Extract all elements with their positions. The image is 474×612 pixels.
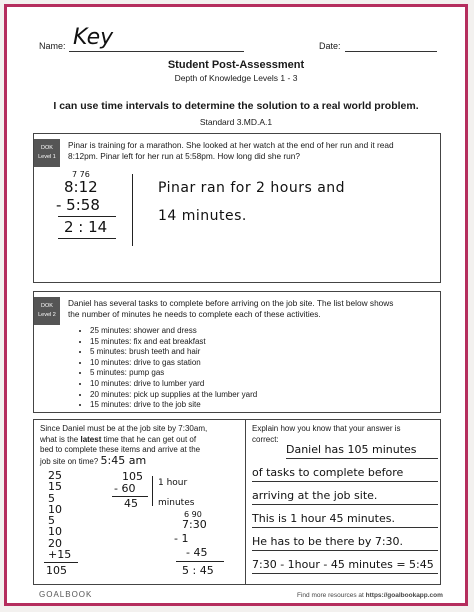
q3-explanation-line: This is 1 hour 45 minutes.	[252, 509, 438, 528]
q3-sub1-divider	[152, 476, 153, 506]
q3-column-value: 10	[48, 502, 62, 516]
name-label: Name:	[39, 41, 66, 51]
q3-minutes-column	[48, 470, 71, 560]
q1-work-rule	[58, 216, 116, 217]
q1-result: 2 : 14	[64, 218, 108, 236]
dok-badge-level-1: DOK Level 1	[34, 139, 60, 167]
activity-item: • 15 minutes: drive to the job site	[90, 400, 257, 411]
activity-item: • 10 minutes: drive to gas station	[90, 358, 257, 369]
q3-sub2-minus-minutes: - 45	[186, 546, 208, 559]
activity-list	[76, 326, 257, 411]
activity-item: • 5 minutes: brush teeth and hair	[90, 347, 257, 358]
q3-column-total: 105	[46, 564, 67, 577]
q3-sub2-regroup: 6 90	[184, 510, 202, 519]
goalbook-logo: GOALBOOK	[39, 590, 93, 599]
page-title: Student Post-Assessment	[167, 59, 305, 71]
q1-result-underline	[58, 238, 116, 239]
q3-sub1-top: 105	[122, 470, 143, 483]
q3-column-value: 5	[48, 491, 55, 505]
q3-column-value: 15	[48, 480, 62, 494]
question-3-box	[33, 419, 441, 585]
name-value: Key	[73, 25, 114, 50]
q3-hour-label: 1 hour	[158, 478, 188, 488]
q3-column-value: 20	[48, 536, 62, 550]
q3-column-value: +15	[48, 548, 72, 562]
standard-label: Standard 3.MD.A.1	[199, 117, 273, 127]
q3-sub1-result: 45	[124, 497, 138, 510]
footer-link[interactable]: https://goalbookapp.com	[365, 592, 443, 599]
date-line	[345, 51, 437, 52]
learning-goal: I can use time intervals to determine the solution to a real world problem.	[53, 100, 419, 112]
q3-answer: 5:45 am	[100, 453, 147, 467]
worksheet-page	[4, 4, 468, 606]
activity-item: • 5 minutes: pump gas	[90, 368, 257, 379]
page-subtitle: Depth of Knowledge Levels 1 - 3	[174, 73, 298, 83]
date-label: Date:	[319, 41, 341, 51]
activity-item: • 10 minutes: drive to lumber yard	[90, 379, 257, 390]
q1-divider	[132, 174, 133, 246]
q3-minutes-label: minutes	[158, 498, 195, 508]
q3-explanation-line: He has to be there by 7:30.	[252, 532, 438, 551]
q3-question-text: Since Daniel must be at the job site by 7:30am, what is the latest time that he can get out of bed to complete these items and arrive at the job site on time? 5:45 am	[40, 424, 208, 467]
activity-item: • 15 minutes: fix and eat breakfast	[90, 337, 257, 348]
q3-sub2-top: 7:30	[182, 518, 207, 531]
q3-explanation-line: of tasks to complete before	[252, 463, 438, 482]
q1-subtract-number: - 5:58	[56, 196, 100, 214]
q3-explanation-line: arriving at the job site.	[252, 486, 438, 505]
activity-item: • 25 minutes: shower and dress	[90, 326, 257, 337]
q1-top-number: 8:12	[64, 178, 98, 196]
q3-sub2-result: 5 : 45	[182, 564, 214, 577]
q3-sub2-rule	[176, 561, 224, 562]
question-2-text: Daniel has several tasks to complete before arriving on the job site. The list below shows the number of minutes he needs to complete each of these activities.	[68, 298, 394, 319]
q3-column-rule	[44, 562, 78, 563]
q1-answer-line-2: 14 minutes.	[158, 208, 247, 224]
q1-answer-line-1: Pinar ran for 2 hours and	[158, 180, 346, 196]
footer-resources: Find more resources at https://goalbookapp.com	[297, 592, 443, 599]
q3-column-value: 10	[48, 525, 62, 539]
q3-sub2-minus-hour: - 1	[174, 532, 189, 545]
question-2-box	[33, 291, 441, 413]
q3-column-value: 25	[48, 469, 62, 482]
q1-regroup-marks: 7 76	[72, 170, 90, 179]
name-line	[69, 51, 244, 52]
q3-column-value: 5	[48, 514, 55, 528]
question-1-box	[33, 133, 441, 283]
activity-item: • 20 minutes: pick up supplies at the lumber yard	[90, 390, 257, 401]
question-1-text: Pinar is training for a marathon. She looked at her watch at the end of her run and it read 8:12pm. Pinar left for her run at 5:58pm. How long did she run?	[68, 140, 394, 161]
q3-column-divider	[245, 420, 246, 584]
q3-sub1-minus: - 60	[114, 482, 136, 495]
q3-explanation-line: 7:30 - 1hour - 45 minutes = 5:45	[252, 555, 438, 574]
q3-explanation-line: Daniel has 105 minutes	[286, 440, 438, 459]
q3-explain-prompt: Explain how you know that your answer is correct:	[252, 424, 401, 444]
dok-badge-level-2: DOK Level 2	[34, 297, 60, 325]
